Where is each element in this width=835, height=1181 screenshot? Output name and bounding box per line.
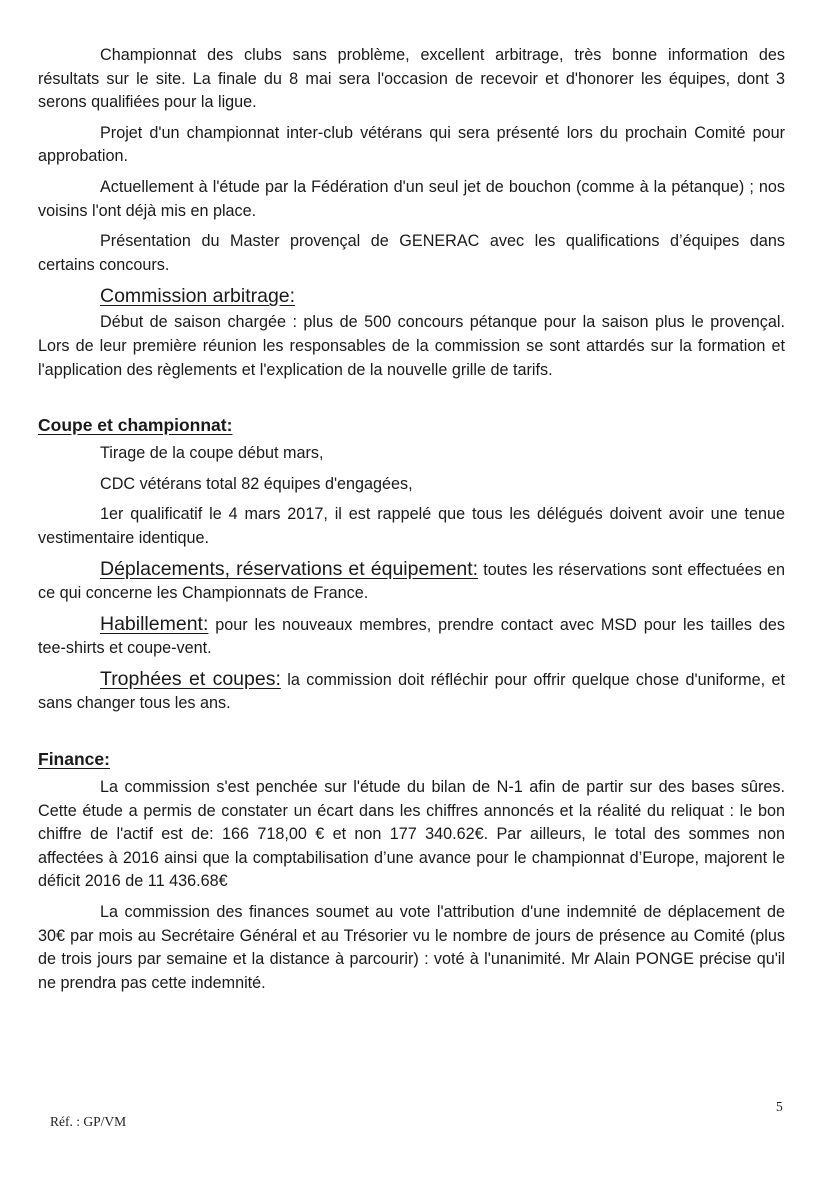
paragraph-championnat-clubs: Championnat des clubs sans problème, excellent arbitrage, très bonne information des résultats sur le site. La finale du 8 mai sera l'occasion de recevoir et d'honorer les équipes, dont 3 serons qualifiées pour la ligue. <box>38 46 785 112</box>
paragraph-finance-bilan: La commission s'est penchée sur l'étude du bilan de N-1 afin de partir sur des bases sûres. Cette étude a permis de constater un écart dans les chiffres annoncés et la réalité du reliquat : le bon chiffre de l'actif est de: 166 718,00 € et non 177 340.62€. Par ailleurs, le total des sommes non affectées à 2016 ainsi que la comptabilisation d’une avance pour le championnat d’Europe, majorent le déficit 2016 de 11 436.68€ <box>38 778 785 891</box>
deplacements-text: toutes les réservations sont effectuées en ce qui concerne les Championnats de France. <box>38 560 785 603</box>
footer-reference: Réf. : GP/VM <box>50 1114 127 1129</box>
habillement-title: Habillement: <box>100 612 209 635</box>
finance-title: Finance: <box>38 749 110 770</box>
paragraph-tirage-coupe: Tirage de la coupe début mars, <box>100 444 324 463</box>
paragraph-jet-bouchon: Actuellement à l'étude par la Fédération d'un seul jet de bouchon (comme à la pétanque) ; nos voisins l'ont déjà mis en place. <box>38 177 785 220</box>
paragraph-projet-inter-club: Projet d'un championnat inter-club vétérans qui sera présenté lors du prochain Comité pour approbation. <box>38 123 785 166</box>
trophees-text: la commission doit réfléchir pour offrir quelque chose d'uniforme, et sans changer tous les ans. <box>38 670 785 713</box>
paragraph-trophees <box>38 668 785 716</box>
paragraph-habillement <box>38 613 785 661</box>
deplacements-title: Déplacements, réservations et équipement: <box>100 557 479 580</box>
paragraph-cdc-veterans: CDC vétérans total 82 équipes d'engagées, <box>100 474 413 493</box>
commission-arbitrage-title: Commission arbitrage: <box>100 285 296 308</box>
trophees-title: Trophées et coupes: <box>100 667 281 690</box>
coupe-championnat-title: Coupe et championnat: <box>38 415 233 436</box>
paragraph-qualificatif: 1er qualificatif le 4 mars 2017, il est rappelé que tous les délégués doivent avoir une tenue vestimentaire identique. <box>38 505 785 547</box>
paragraph-arbitrage: Début de saison chargée : plus de 500 concours pétanque pour la saison plus le provençal. Lors de leur première réunion les responsables de la commission se sont attardés sur la formation et l'application des règlements et l'explication de la nouvelle grille de tarifs. <box>38 313 785 379</box>
document-page <box>38 44 785 995</box>
page-number: 5 <box>776 1099 783 1114</box>
paragraph-deplacements <box>38 558 785 606</box>
paragraph-master-provencal: Présentation du Master provençal de GENERAC avec les qualifications d’équipes dans certains concours. <box>38 232 785 274</box>
habillement-text: pour les nouveaux membres, prendre contact avec MSD pour les tailles des tee-shirts et coupe-vent. <box>38 615 785 658</box>
paragraph-finance-indemnite: La commission des finances soumet au vote l'attribution d'une indemnité de déplacement de 30€ par mois au Secrétaire Général et au Trésorier vu le nombre de jours de présence au Comité (plus de trois jours par semaine et la distance à parcourir) : voté à l'unanimité. Mr Alain PONGE précise qu'il ne prendra pas cette indemnité. <box>38 903 785 992</box>
